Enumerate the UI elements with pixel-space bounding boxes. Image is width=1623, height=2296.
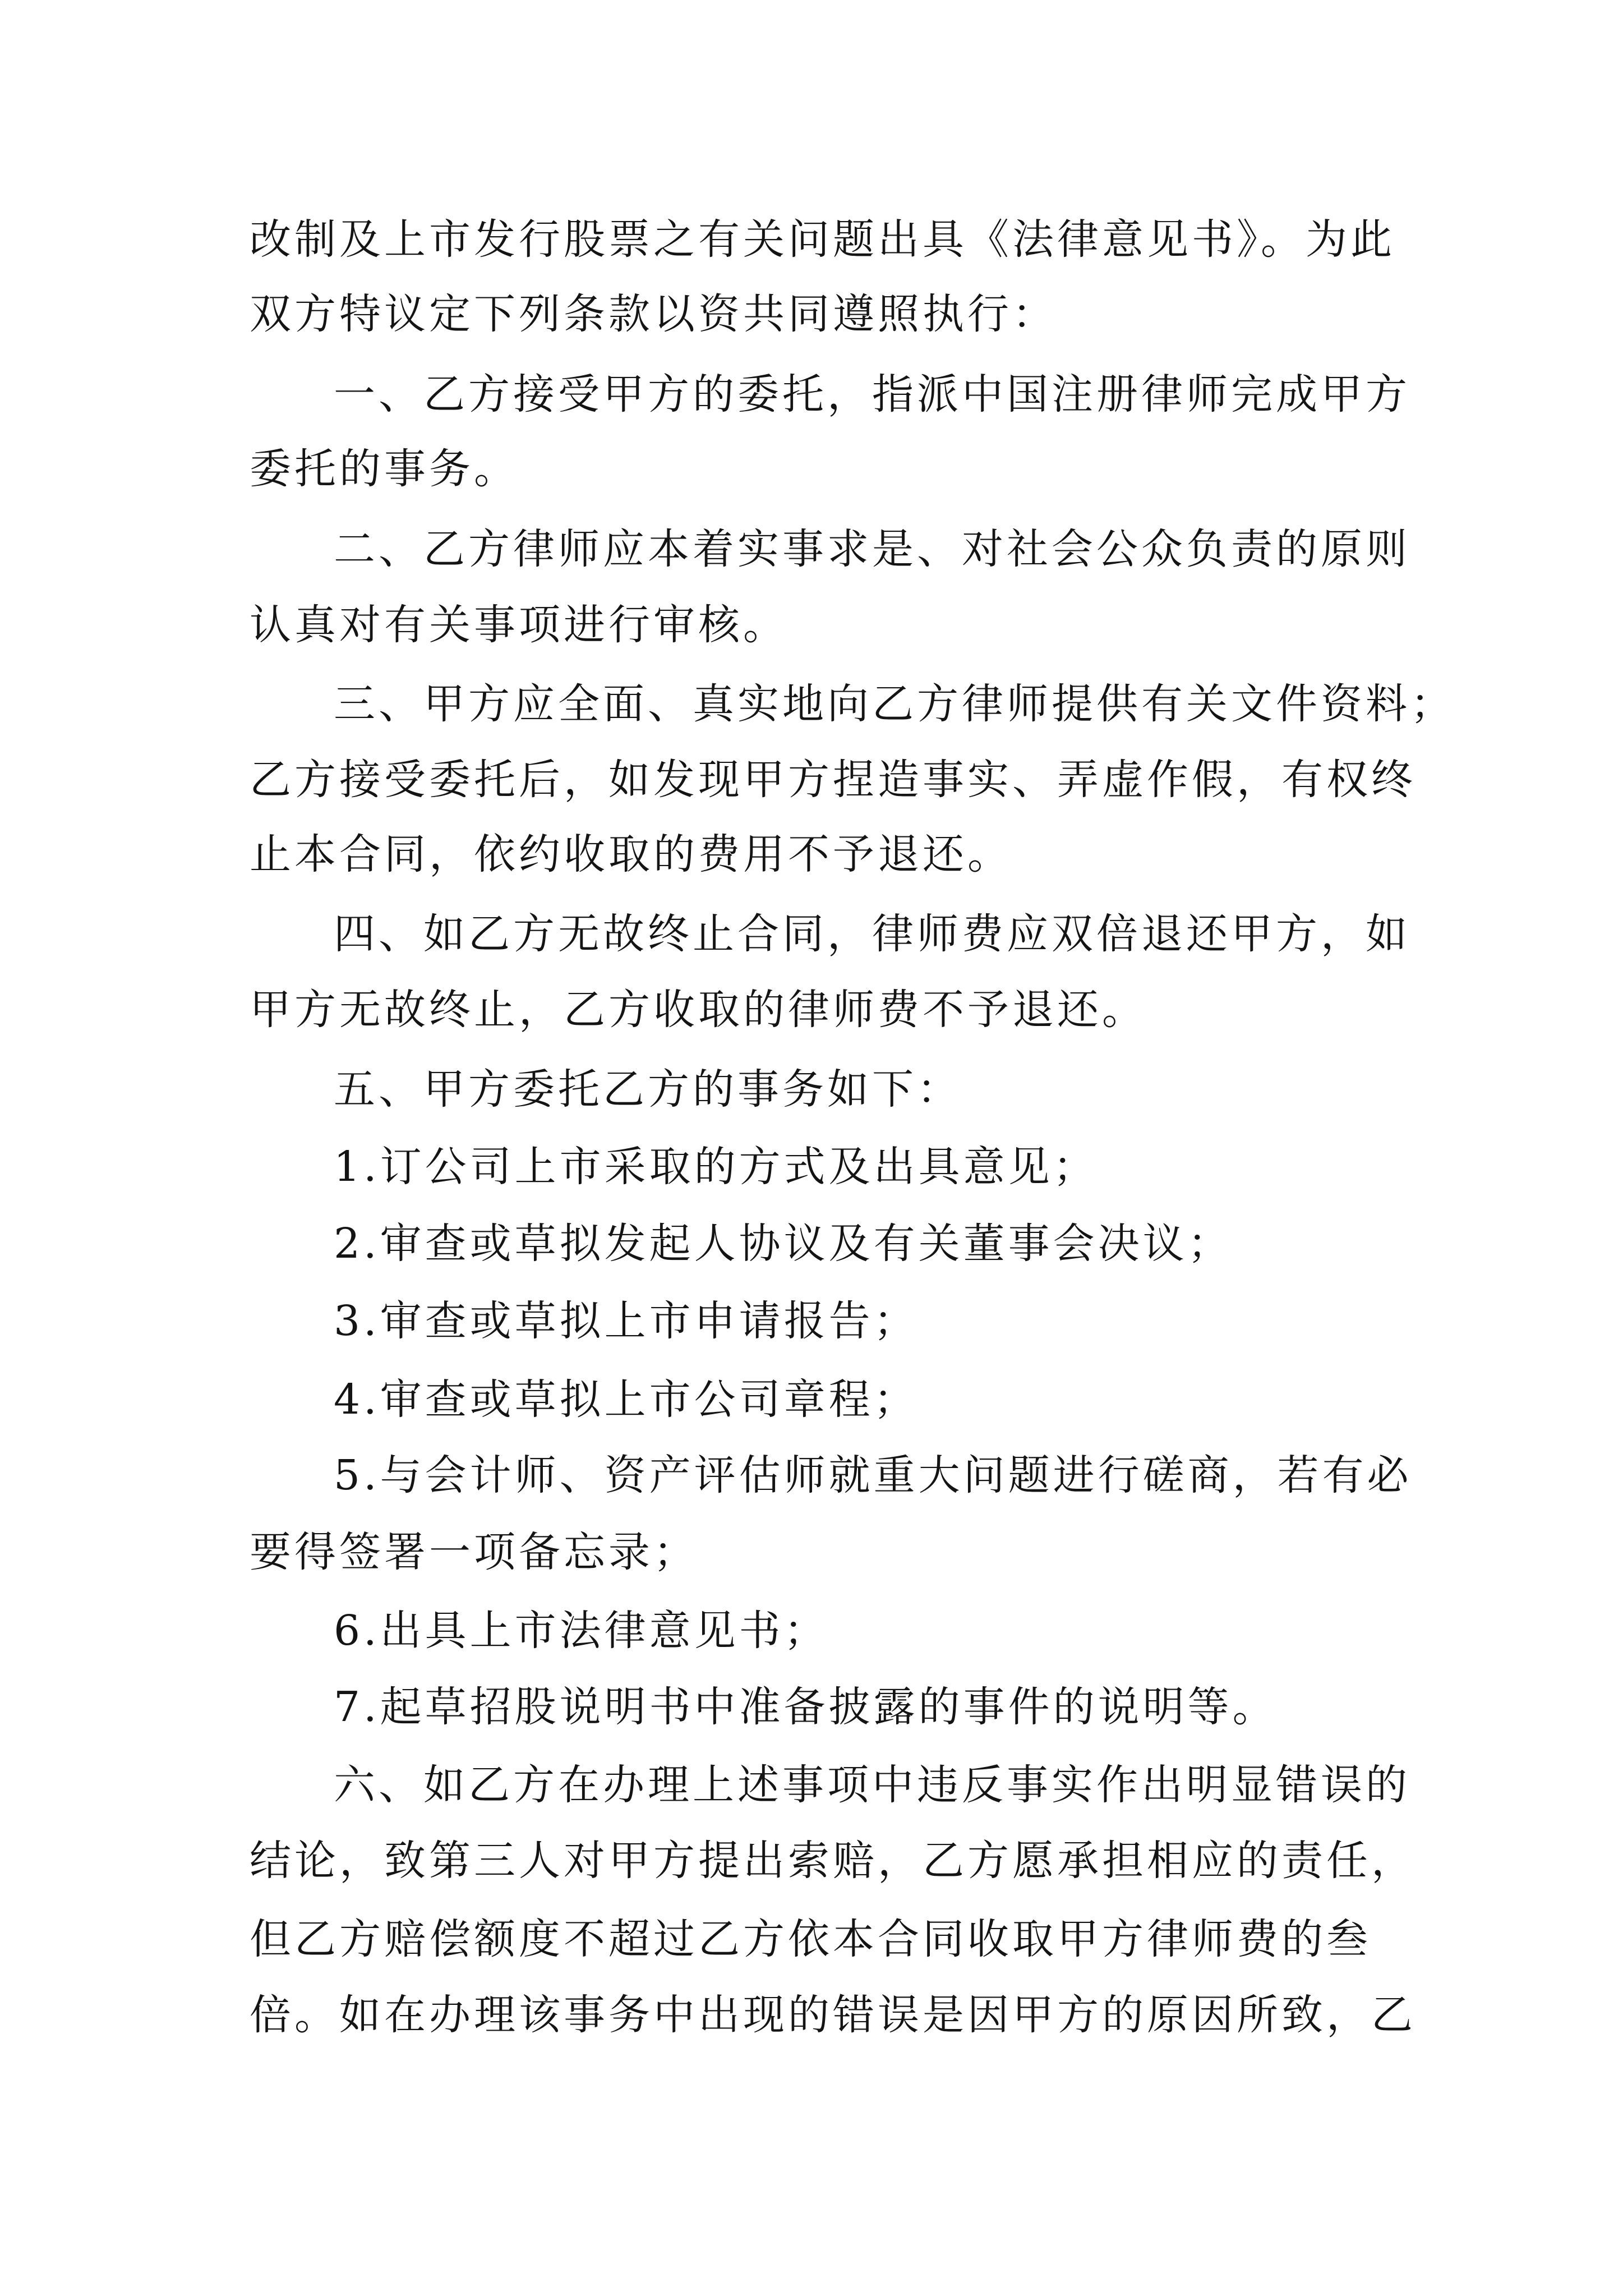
- clause-2-line: 认真对有关事项进行审核。: [250, 601, 788, 649]
- clause-3-line: 三、甲方应全面、真实地向乙方律师提供有关文件资料；: [334, 680, 1455, 728]
- clause-6-line: 结论，致第三人对甲方提出索赔，乙方愿承担相应的责任，: [250, 1837, 1416, 1885]
- clause-1-line: 一、乙方接受甲方的委托，指派中国注册律师完成甲方: [334, 370, 1410, 418]
- list-item: 要得签署一项备忘录；: [250, 1528, 698, 1576]
- clause-3-line: 乙方接受委托后，如发现甲方捏造事实、弄虚作假，有权终: [250, 756, 1416, 804]
- clause-4-line: 四、如乙方无故终止合同，律师费应双倍退还甲方，如: [334, 910, 1410, 958]
- paragraph-line: 改制及上市发行股票之有关问题出具《法律意见书》。为此: [250, 215, 1395, 264]
- clause-6-line: 但乙方赔偿额度不超过乙方依本合同收取甲方律师费的叁: [250, 1915, 1371, 1963]
- clause-6-line: 倍。如在办理该事务中出现的错误是因甲方的原因所致，乙: [250, 1991, 1416, 2039]
- list-item: 7.起草招股说明书中准备披露的事件的说明等。: [334, 1683, 1278, 1731]
- list-item: 1.订公司上市采取的方式及出具意见；: [334, 1143, 1098, 1191]
- clause-5-line: 五、甲方委托乙方的事务如下：: [334, 1065, 962, 1114]
- clause-1-line: 委托的事务。: [250, 445, 519, 493]
- list-item: 6.出具上市法律意见书；: [334, 1607, 829, 1655]
- clause-2-line: 二、乙方律师应本着实事求是、对社会公众负责的原则: [334, 525, 1410, 573]
- paragraph-line: 双方特议定下列条款以资共同遵照执行：: [250, 290, 1057, 338]
- clause-3-line: 止本合同，依约收取的费用不予退还。: [250, 830, 1012, 878]
- clause-4-line: 甲方无故终止，乙方收取的律师费不予退还。: [250, 986, 1147, 1034]
- list-item: 5.与会计师、资产评估师就重大问题进行磋商，若有必: [334, 1451, 1412, 1499]
- list-item: 4.审查或草拟上市公司章程；: [334, 1375, 919, 1424]
- list-item: 2.审查或草拟发起人协议及有关董事会决议；: [334, 1220, 1233, 1268]
- clause-6-line: 六、如乙方在办理上述事项中违反事实作出明显错误的: [334, 1761, 1410, 1809]
- list-item: 3.审查或草拟上市申请报告；: [334, 1297, 919, 1345]
